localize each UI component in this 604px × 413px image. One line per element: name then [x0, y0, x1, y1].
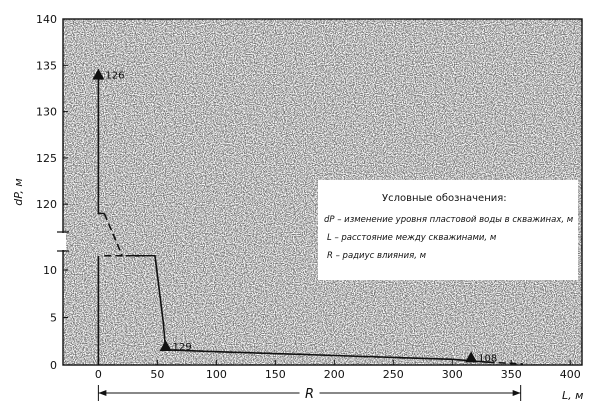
radius-arrow-left: [98, 390, 106, 396]
x-tick-label: 200: [323, 368, 345, 381]
x-tick-label: 250: [382, 368, 404, 381]
y-axis-label: dP, м: [12, 178, 25, 206]
x-tick-label: 150: [264, 368, 286, 381]
x-tick-label: 0: [94, 368, 102, 381]
x-axis-label: L, м: [562, 389, 584, 402]
legend-item: dP – изменение уровня пластовой воды в скважинах, м: [324, 215, 574, 225]
y-tick-label: 130: [36, 105, 57, 119]
radius-dimension: [98, 384, 520, 402]
y-tick-label: 0: [50, 359, 57, 372]
axis-break-gap: [60, 233, 66, 250]
legend: [318, 180, 578, 280]
x-tick-label: 300: [441, 368, 463, 381]
well-label: 129: [172, 342, 192, 353]
legend-item: L – расстояние между скважинами, м: [327, 233, 497, 243]
well-label: 126: [105, 70, 125, 82]
radius-arrow-right: [513, 390, 521, 396]
y-tick-label: 140: [36, 13, 57, 26]
legend-item: R – радиус влияния, м: [327, 251, 427, 261]
y-tick-label: 120: [36, 198, 57, 212]
x-tick-label: 400: [559, 368, 581, 381]
x-tick-label: 350: [500, 368, 522, 381]
x-tick-label: 100: [205, 368, 227, 381]
x-tick-label: 50: [150, 368, 165, 381]
legend-title: Условные обозначения:: [382, 193, 507, 204]
y-tick-label: 125: [36, 151, 57, 165]
radius-label: R: [305, 387, 315, 402]
y-tick-label: 5: [50, 311, 57, 325]
y-tick-label: 135: [36, 59, 57, 73]
y-tick-label: 10: [43, 264, 57, 277]
well-label: 108: [478, 353, 498, 365]
